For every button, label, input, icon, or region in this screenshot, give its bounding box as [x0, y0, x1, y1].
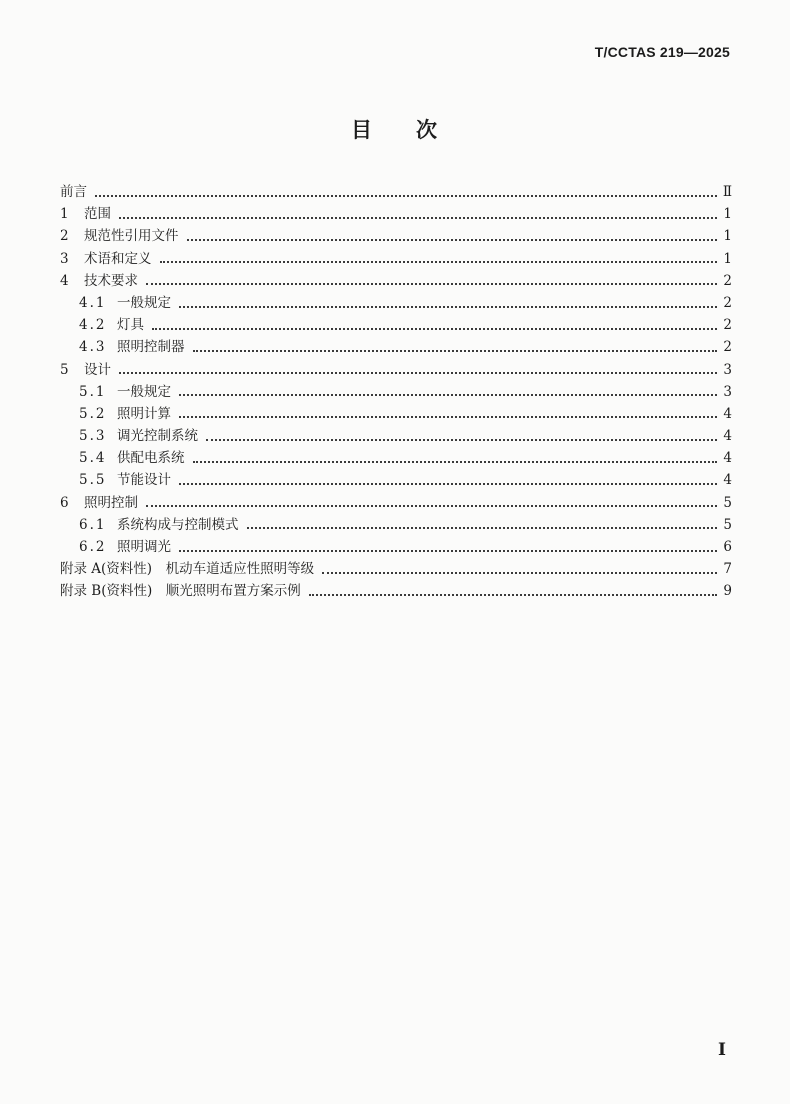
document-code: T/CCTAS 219—2025: [594, 44, 730, 60]
toc-entry-title: 设计: [84, 361, 111, 378]
toc-entry-page: 4: [723, 472, 732, 489]
toc-entry[interactable]: [60, 203, 732, 225]
page-title: [0, 114, 790, 144]
dot-leader: [309, 593, 718, 596]
toc-entry-number: 1: [60, 206, 69, 223]
toc-entry-number: 5.2: [79, 405, 107, 422]
toc-entry-title: 供配电系统: [117, 450, 185, 467]
toc-entry[interactable]: [60, 403, 732, 425]
toc-entry-page: 5: [723, 494, 732, 511]
toc-entry-title: 照明调光: [117, 539, 171, 555]
title-char-2: 次: [416, 117, 439, 142]
toc-entry-number: 3: [60, 250, 69, 267]
toc-entry-page: 1: [723, 250, 732, 267]
toc-entry-number: 5.4: [79, 450, 107, 467]
toc-entry-title: 附录 A(资料性) 机动车道适应性照明等级: [60, 561, 315, 578]
toc-entry-number: 5.1: [79, 383, 107, 400]
toc-entry[interactable]: [60, 492, 732, 514]
toc-entry-number: 4.3: [79, 339, 107, 356]
toc-entry[interactable]: [60, 536, 732, 558]
dot-leader: [206, 438, 717, 441]
dot-leader: [193, 460, 718, 463]
toc-entry[interactable]: [60, 292, 732, 314]
toc-entry-title: 照明控制: [84, 494, 138, 511]
toc-entry-page: 6: [723, 539, 732, 555]
toc-entry[interactable]: [60, 381, 732, 403]
toc-entry-title: 系统构成与控制模式: [117, 516, 239, 533]
toc-entry-title: 调光控制系统: [117, 428, 198, 445]
toc-entry-page: 4: [723, 428, 732, 445]
toc-entry-title: 前言: [60, 184, 87, 200]
toc-entry-page: 9: [723, 583, 732, 600]
toc-entry-page: 2: [723, 294, 732, 311]
toc-entry-page: 4: [723, 405, 732, 422]
toc-entry-page: 1: [723, 228, 732, 245]
toc-entry-title: 术语和定义: [84, 250, 152, 267]
toc-entry[interactable]: [60, 225, 732, 247]
table-of-contents: [60, 181, 732, 603]
dot-leader: [179, 482, 717, 485]
toc-entry-page: 2: [723, 317, 732, 334]
toc-entry-number: 4.2: [79, 317, 107, 334]
toc-entry-number: 4.1: [79, 294, 107, 311]
page-number: I: [718, 1040, 726, 1060]
toc-entry-page: 4: [723, 450, 732, 467]
dot-leader: [146, 282, 717, 285]
dot-leader: [187, 238, 718, 241]
toc-entry-page: 3: [723, 361, 732, 378]
dot-leader: [322, 571, 717, 574]
toc-entry-page: Ⅱ: [722, 184, 732, 200]
toc-entry-title: 技术要求: [84, 272, 138, 289]
toc-entry-number: 6.1: [79, 516, 107, 533]
toc-entry-number: 5.5: [79, 472, 107, 489]
toc-entry[interactable]: [60, 336, 732, 358]
toc-entry[interactable]: [60, 558, 732, 580]
toc-entry[interactable]: [60, 447, 732, 469]
toc-entry[interactable]: [60, 514, 732, 536]
toc-entry-page: 3: [723, 383, 732, 400]
dot-leader: [247, 526, 718, 529]
toc-entry-title: 照明控制器: [117, 339, 185, 356]
dot-leader: [179, 549, 717, 552]
toc-entry[interactable]: [60, 270, 732, 292]
toc-entry-number: 5: [60, 361, 69, 378]
dot-leader: [152, 327, 717, 330]
toc-entry-page: 2: [723, 339, 732, 356]
dot-leader: [179, 415, 717, 418]
toc-entry-title: 附录 B(资料性) 顺光照明布置方案示例: [60, 583, 301, 600]
toc-entry-number: 2: [60, 228, 69, 245]
toc-entry-title: 照明计算: [117, 405, 171, 422]
toc-entry-title: 节能设计: [117, 472, 171, 489]
dot-leader: [119, 371, 717, 374]
toc-entry[interactable]: [60, 248, 732, 270]
toc-entry-title: 规范性引用文件: [84, 228, 179, 245]
toc-entry[interactable]: [60, 580, 732, 602]
dot-leader: [179, 393, 717, 396]
toc-entry-page: 2: [723, 272, 732, 289]
toc-entry[interactable]: [60, 181, 732, 203]
toc-entry-page: 1: [723, 206, 732, 223]
dot-leader: [119, 216, 717, 219]
toc-entry-title: 一般规定: [117, 383, 171, 400]
toc-entry-title: 范围: [84, 206, 111, 223]
dot-leader: [179, 305, 717, 308]
toc-entry-number: 4: [60, 272, 69, 289]
toc-entry[interactable]: [60, 359, 732, 381]
dot-leader: [146, 504, 717, 507]
toc-entry-number: 5.3: [79, 428, 107, 445]
dot-leader: [160, 260, 718, 263]
toc-entry-title: 一般规定: [117, 294, 171, 311]
toc-entry-title: 灯具: [117, 317, 144, 334]
toc-entry[interactable]: [60, 469, 732, 491]
toc-entry-page: 5: [723, 516, 732, 533]
toc-entry-number: 6: [60, 494, 69, 511]
toc-entry-page: 7: [723, 561, 732, 578]
dot-leader: [95, 194, 717, 197]
dot-leader: [193, 349, 718, 352]
toc-entry[interactable]: [60, 314, 732, 336]
toc-entry[interactable]: [60, 425, 732, 447]
title-char-1: 目: [351, 117, 374, 142]
toc-entry-number: 6.2: [79, 539, 107, 555]
